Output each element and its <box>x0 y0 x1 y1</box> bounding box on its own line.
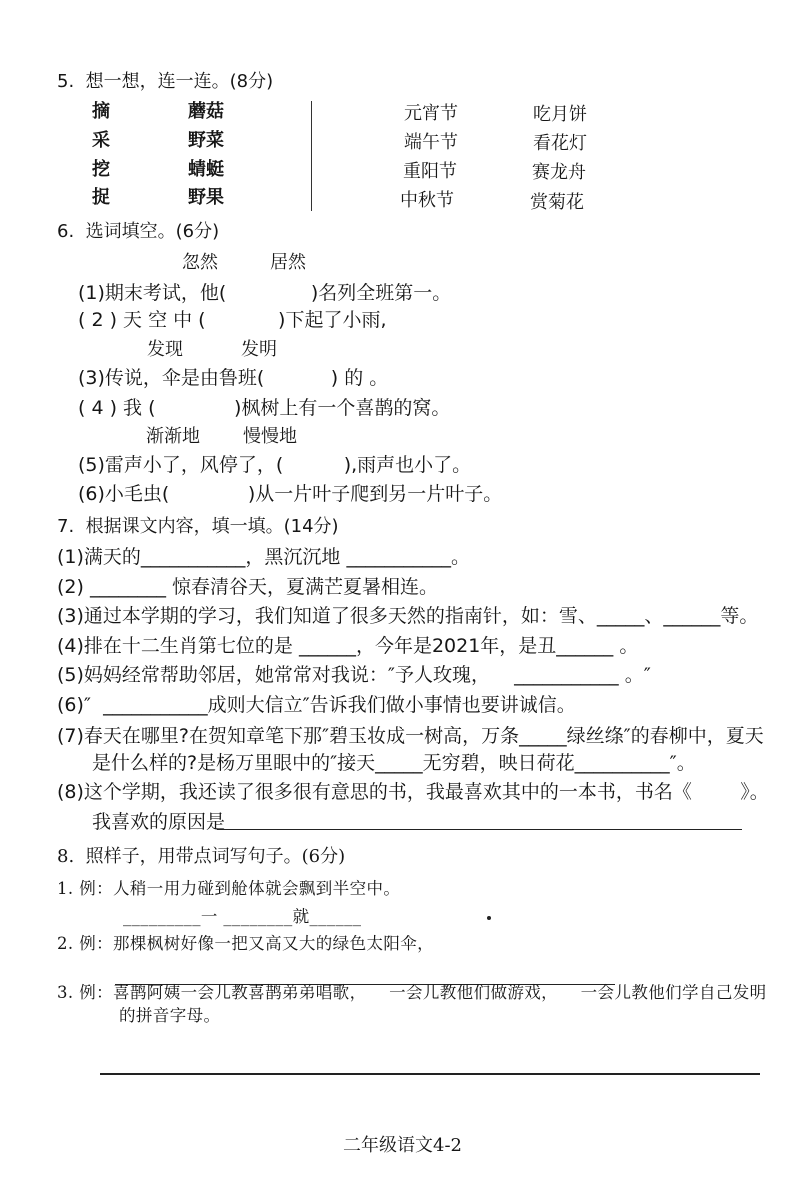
example-sentence-continuation: 的拼音字母。 <box>119 1006 221 1025</box>
festival-item: 重阳节 <box>403 161 457 182</box>
word-option: 发明 <box>241 339 277 360</box>
object-item: 野菜 <box>188 130 224 151</box>
example-sentence: 3. 例：喜鹊阿姨一会儿教喜鹊弟弟唱歌， 一会儿教他们做游戏， 一会儿教他们学自己发明 <box>57 983 767 1002</box>
word-option: 居然 <box>270 252 306 273</box>
answer-line <box>217 829 742 830</box>
object-item: 野果 <box>188 187 224 208</box>
answer-line <box>100 1073 760 1075</box>
fill-item: (2) ________ 惊春清谷天，夏满芒夏暑相连。 <box>57 576 438 598</box>
fill-item: (5)雷声小了，风停了，( ),雨声也小了。 <box>78 454 472 476</box>
page-footer: 二年级语文4-2 <box>343 1135 462 1156</box>
fill-item: (3)通过本学期的学习，我们知道了很多天然的指南针，如：雪、_____、______等。 <box>57 605 759 627</box>
word-option: 渐渐地 <box>146 426 200 447</box>
sentence-blank: _________一 ________就______ <box>123 907 362 926</box>
fill-item: ( 4 ) 我 ( )枫树上有一个喜鹊的窝。 <box>78 397 451 419</box>
fill-item-continuation: 我喜欢的原因是 <box>92 811 226 833</box>
fill-item: (6)小毛虫( )从一片叶子爬到另一片叶子。 <box>78 483 503 505</box>
word-option: 发现 <box>147 339 183 360</box>
example-sentence: 2. 例：那棵枫树好像一把又高又大的绿色太阳伞， <box>57 934 435 953</box>
fill-item: (3)传说，伞是由鲁班( ) 的 。 <box>78 367 389 389</box>
festival-item: 端午节 <box>404 132 458 153</box>
fill-item-continuation: 是什么样的?是杨万里眼中的″接天_____无穷碧，映日荷花__________″。 <box>92 752 696 774</box>
column-divider <box>311 101 312 211</box>
custom-item: 吃月饼 <box>533 104 587 125</box>
question-8-title: 8. 照样子，用带点词写句子。(6分) <box>57 846 346 867</box>
fill-item: (5)妈妈经常帮助邻居，她常常对我说：″予人玫瑰， ___________ 。″ <box>57 664 651 686</box>
verb-item: 摘 <box>92 101 110 122</box>
fill-item: (8)这个学期，我还读了很多很有意思的书，我最喜欢其中的一本书，书名《 》。 <box>57 781 769 803</box>
fill-item: (7)春天在哪里?在贺知章笔下那″碧玉妆成一树高，万条_____绿丝绦″的春柳中，夏天 <box>57 725 764 747</box>
verb-item: 采 <box>92 130 110 151</box>
question-7-title: 7. 根据课文内容，填一填。(14分) <box>57 516 339 537</box>
question-6-title: 6. 选词填空。(6分) <box>57 221 220 242</box>
object-item: 蜻蜓 <box>188 159 224 180</box>
stray-dot <box>487 916 491 920</box>
verb-item: 挖 <box>92 159 110 180</box>
custom-item: 赛龙舟 <box>532 162 586 183</box>
question-5-title: 5. 想一想，连一连。(8分) <box>57 71 274 92</box>
fill-item: (4)排在十二生肖第七位的是 ______，今年是2021年，是丑______ 。 <box>57 635 639 657</box>
example-sentence: 1. 例：人稍一用力碰到舱体就会飘到半空中。 <box>57 879 401 898</box>
fill-item: (1)满天的___________，黑沉沉地 ___________。 <box>57 546 470 568</box>
custom-item: 看花灯 <box>533 133 587 154</box>
word-option: 慢慢地 <box>243 426 297 447</box>
festival-item: 元宵节 <box>404 103 458 124</box>
verb-item: 捉 <box>92 187 110 208</box>
festival-item: 中秋节 <box>400 190 454 211</box>
fill-item: (1)期末考试，他( )名列全班第一。 <box>78 282 452 304</box>
fill-item: ( 2 ) 天 空 中 ( )下起了小雨, <box>78 309 387 331</box>
custom-item: 赏菊花 <box>530 192 584 213</box>
fill-item: (6)″ ___________成则大信立″告诉我们做小事情也要讲诚信。 <box>57 694 576 716</box>
object-item: 蘑菇 <box>188 101 224 122</box>
word-option: 忽然 <box>182 252 218 273</box>
